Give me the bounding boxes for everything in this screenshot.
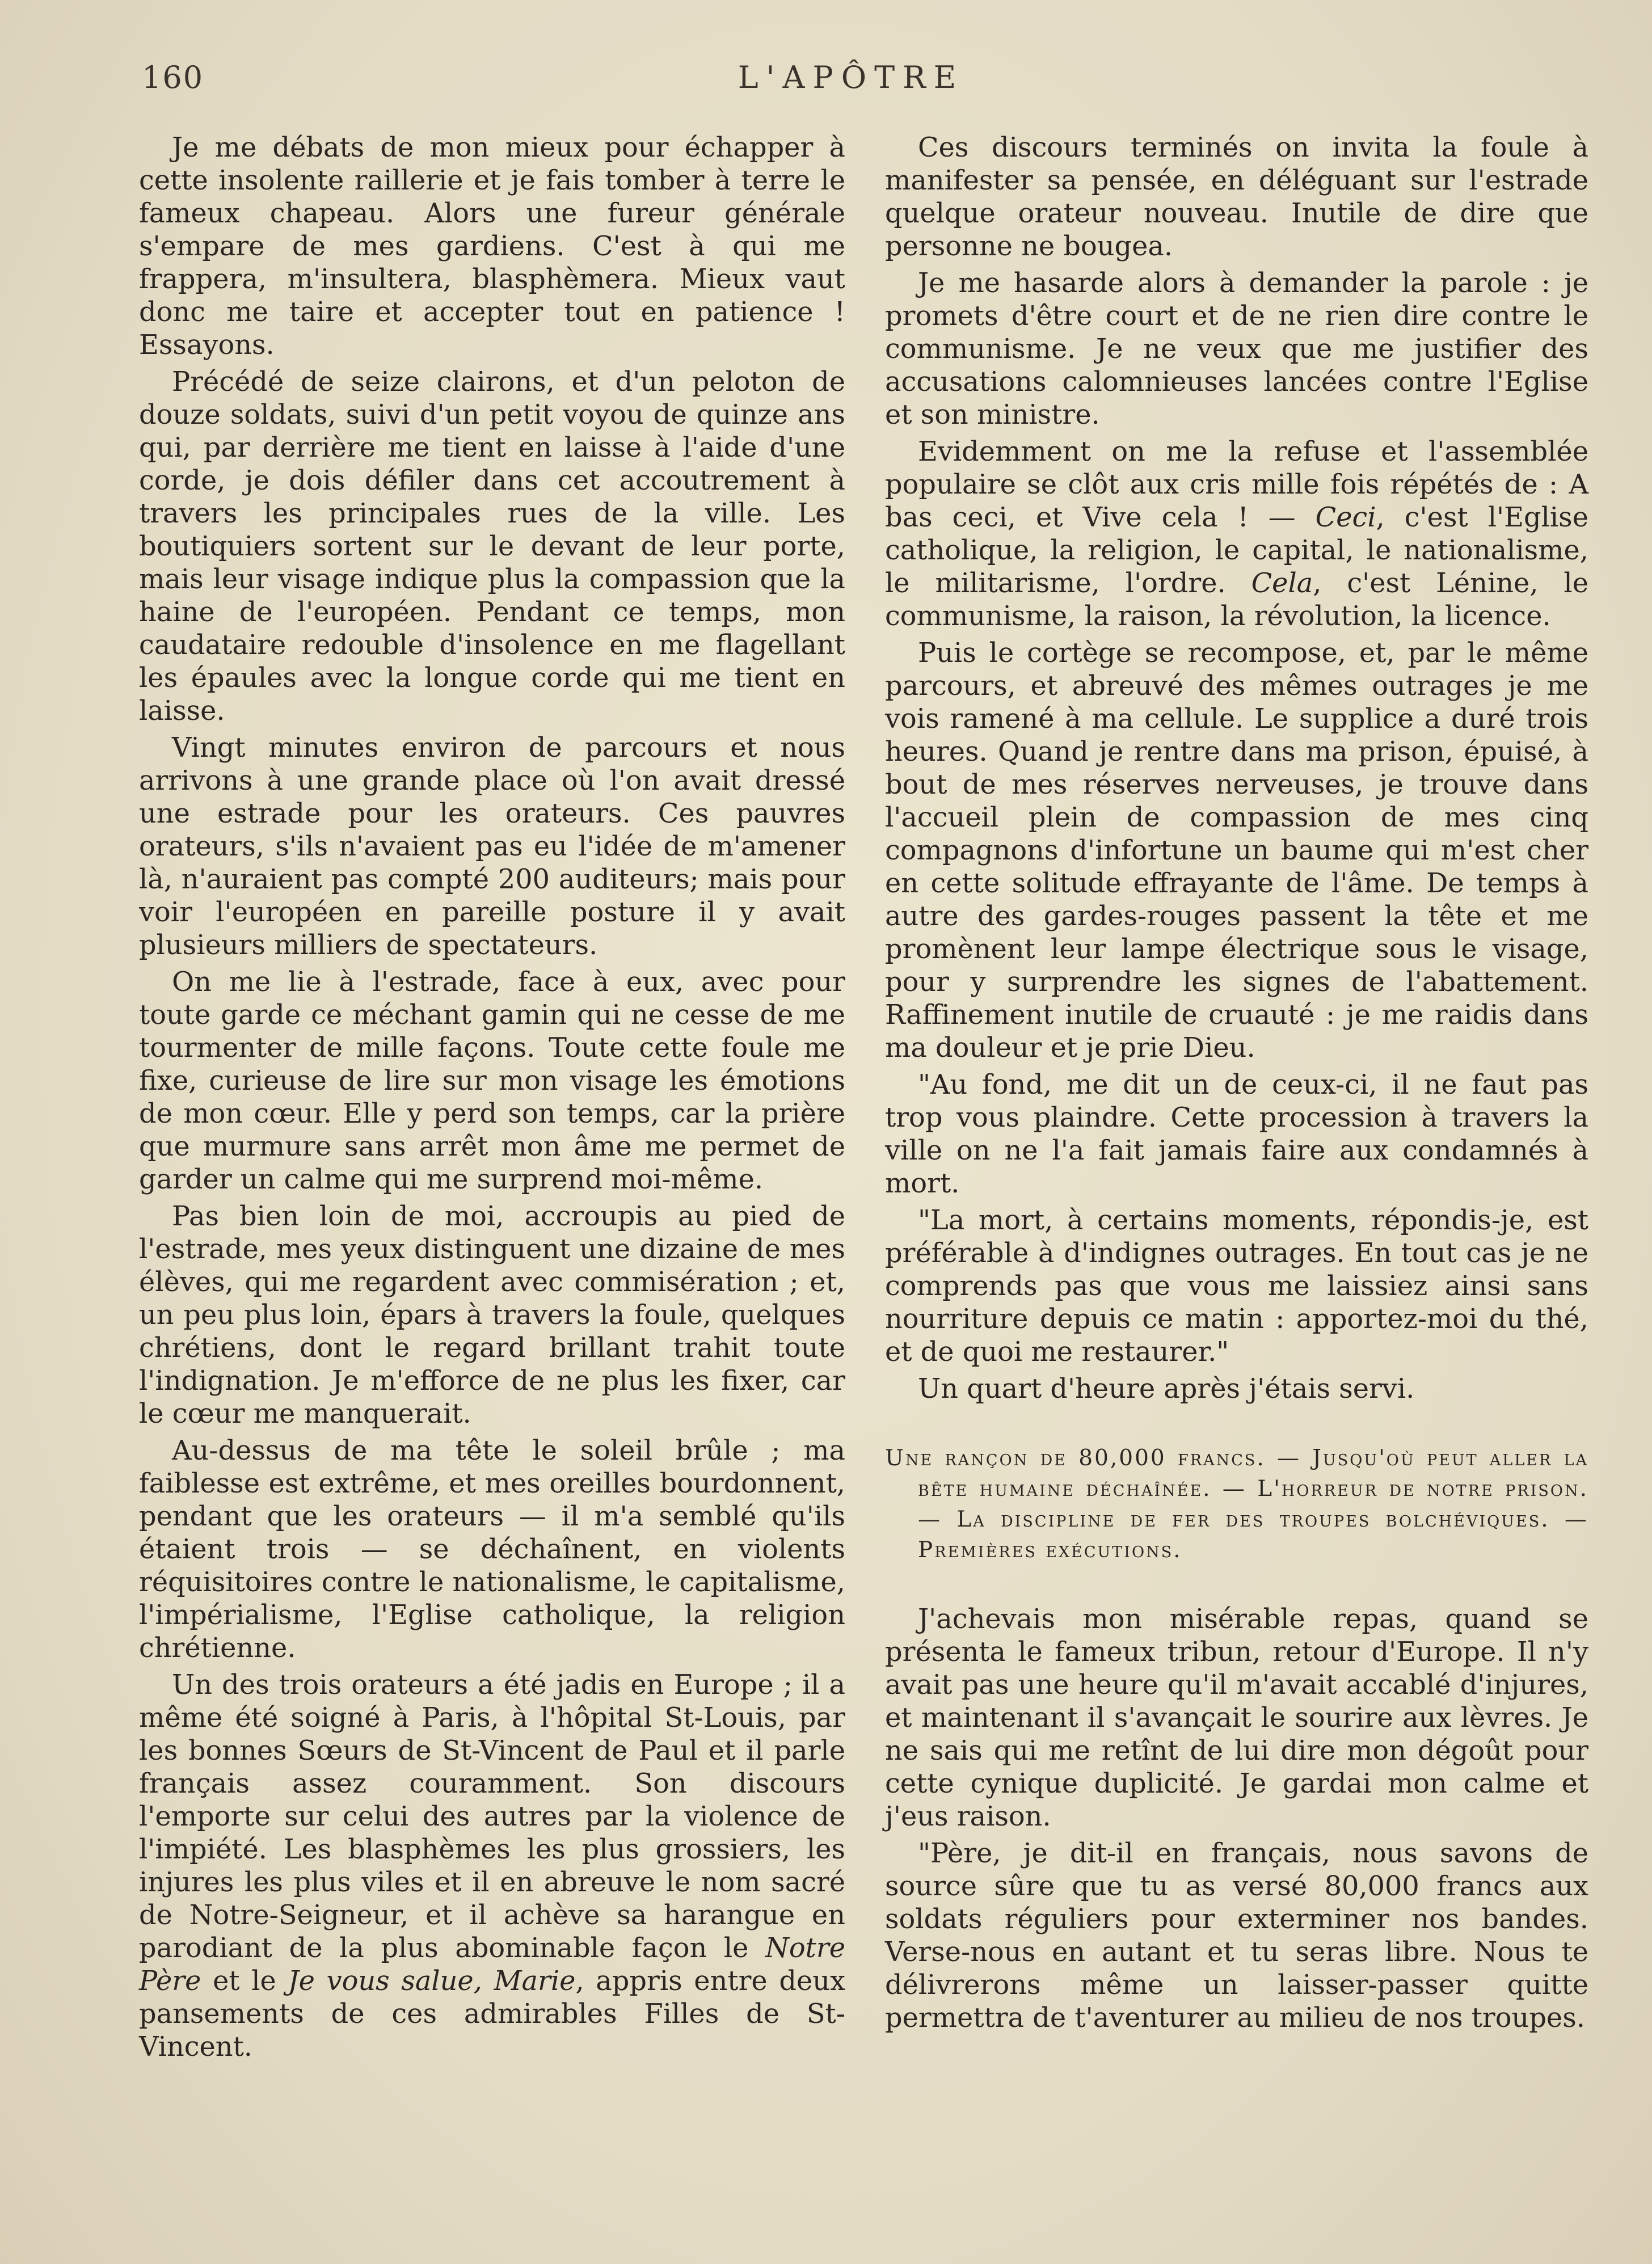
paragraph: Précédé de seize clairons, et d'un peloton de douze soldats, suivi d'un petit voyou de quinze ans qui, par derrière me tient en laisse à l'aide d'une corde, je dois défiler dans cet accoutrement à travers les principales rues de la ville. Les boutiquiers sortent sur le devant de leur porte, mais leur visage indique plus la compassion que la haine de l'européen. Pendant ce temps, mon caudataire redouble d'insolence en me flagellant les épaules avec la longue corde qui me tient en laisse. xyxy=(139,366,845,727)
running-title: L'APÔTRE xyxy=(738,60,964,95)
page-number: 160 xyxy=(142,60,204,95)
text-run: Un des trois orateurs a été jadis en Europe ; il a même été soigné à Paris, à l'hôpital St-Louis, par les bonnes Sœurs de St-Vincent de Paul et il parle français assez couramment. Son discours l'emporte sur celui des autres par la violence de l'impiété. Les blasphèmes les plus grossiers, les injures les plus viles et il en abreuve le nom sacré de Notre-Seigneur, et il achève sa harangue en parodiant de la plus abominable façon le xyxy=(139,1669,845,1964)
text-run: Evidemment on me la refuse et l'assemblée populaire se clôt aux cris mille fois répétés de : A bas ceci, et Vive cela ! — xyxy=(885,436,1588,533)
paragraph: On me lie à l'estrade, face à eux, avec pour toute garde ce méchant gamin qui ne cesse de me tourmenter de mille façons. Toute cette foule me fixe, curieuse de lire sur mon visage les émotions de mon cœur. Elle y perd son temps, car la prière que murmure sans arrêt mon âme me permet de garder un calme qui me surprend moi-même. xyxy=(139,967,845,1195)
text-run: , c'est l'Eglise catholique, la religion, le capital, le nationalisme, le militarisme, l'ordre. xyxy=(885,502,1589,599)
paragraph: Je me hasarde alors à demander la parole : je promets d'être court et de ne rien dire contre le communisme. Je ne veux que me justifier des accusations calomnieuses lancées contre l'Eglise et son ministre. xyxy=(885,268,1588,431)
prayer-title: Je vous salue, Marie xyxy=(288,1966,576,1997)
paragraph: Ces discours terminés on invita la foule à manifester sa pensée, en déléguant sur l'estrade quelque orateur nouveau. Inutile de dire que personne ne bougea. xyxy=(885,132,1588,262)
paragraph: Je me débats de mon mieux pour échapper à cette insolente raillerie et je fais tomber à terre le fameux chapeau. Alors une fureur générale s'empare de mes gardiens. C'est à qui me frappera, m'insultera, blasphèmera. Mieux vaut donc me taire et accepter tout en patience ! Essayons. xyxy=(139,132,845,361)
paragraph xyxy=(139,1669,845,2064)
paragraph: Vingt minutes environ de parcours et nous arrivons à une grande place où l'on avait dressé une estrade pour les orateurs. Ces pauvres orateurs, s'ils n'avaient pas eu l'idée de m'amener là, n'auraient pas compté 200 auditeurs; mais pour voir l'européen en pareille posture il y avait plusieurs milliers de spectateurs. xyxy=(139,732,845,961)
paragraph: "Père, je dit-il en français, nous savons de source sûre que tu as versé 80,000 francs aux soldats réguliers pour exterminer nos bandes. Verse-nous en autant et tu seras libre. Nous te délivrerons même un laisser-passer quitte permettra de t'aventurer au milieu de nos troupes. xyxy=(885,1838,1588,2034)
text-run: et le xyxy=(201,1966,288,1997)
left-column xyxy=(139,132,845,2064)
paragraph: J'achevais mon misérable repas, quand se présenta le fameux tribun, retour d'Europe. Il n'y avait pas une heure qu'il m'avait accablé d'injures, et maintenant il s'avançait le sourire aux lèvres. Je ne sais qui me retînt de lui dire mon dégoût pour cette cynique duplicité. Je gardai mon calme et j'eus raison. xyxy=(885,1604,1588,1832)
paragraph: Puis le cortège se recompose, et, par le même parcours, et abreuvé des mêmes outrages je me vois ramené à ma cellule. Le supplice a duré trois heures. Quand je rentre dans ma prison, épuisé, à bout de mes réserves nerveuses, je trouve dans l'accueil plein de compassion de mes cinq compagnons d'infortune un baume qui m'est cher en cette solitude effrayante de l'âme. De temps à autre des gardes-rouges passent la tête et me promènent leur lampe électrique sous le visage, pour y surprendre les signes de l'abattement. Raffinement inutile de cruauté : je me raidis dans ma douleur et je prie Dieu. xyxy=(885,638,1588,1064)
emphasis: Ceci xyxy=(1315,502,1376,533)
right-column xyxy=(885,132,1588,2035)
prayer-title: Notre Père xyxy=(139,1933,845,1997)
text-run: , c'est Lénine, le communisme, la raison, la révolution, la licence. xyxy=(885,568,1589,632)
paragraph: "La mort, à certains moments, répondis-je, est préférable à d'indignes outrages. En tout cas je ne comprends pas que vous me laissiez ainsi sans nourriture depuis ce matin : apportez-moi du thé, et de quoi me restaurer." xyxy=(885,1205,1588,1368)
text-run: , appris entre deux pansements de ces admirables Filles de St-Vincent. xyxy=(139,1966,845,2063)
paragraph: Un quart d'heure après j'étais servi. xyxy=(918,1373,1415,1405)
section-heading: Une rançon de 80,000 francs. — Jusqu'où peut aller la bête humaine déchaînée. — L'horreur de notre prison. — La discipline de fer des troupes bolchéviques. — Premières exécutions. xyxy=(885,1445,1588,1563)
paragraph xyxy=(885,436,1588,633)
emphasis: Cela xyxy=(1251,568,1313,599)
paragraph: Pas bien loin de moi, accroupis au pied de l'estrade, mes yeux distinguent une dizaine de mes élèves, qui me regardent avec commisération ; et, un peu plus loin, épars à travers la foule, quelques chrétiens, dont le regard brillant trahit toute l'indignation. Je m'efforce de ne plus les fixer, car le cœur me manquerait. xyxy=(139,1201,845,1430)
paragraph: "Au fond, me dit un de ceux-ci, il ne faut pas trop vous plaindre. Cette procession à travers la ville on ne l'a fait jamais faire aux condamnés à mort. xyxy=(885,1069,1588,1199)
paragraph: Au-dessus de ma tête le soleil brûle ; ma faiblesse est extrême, et mes oreilles bourdonnent, pendant que les orateurs — il m'a semblé qu'ils étaient trois — se déchaînent, en violents réquisitoires contre le nationalisme, le capitalisme, l'impérialisme, l'Eglise catholique, la religion chrétienne. xyxy=(139,1435,845,1664)
